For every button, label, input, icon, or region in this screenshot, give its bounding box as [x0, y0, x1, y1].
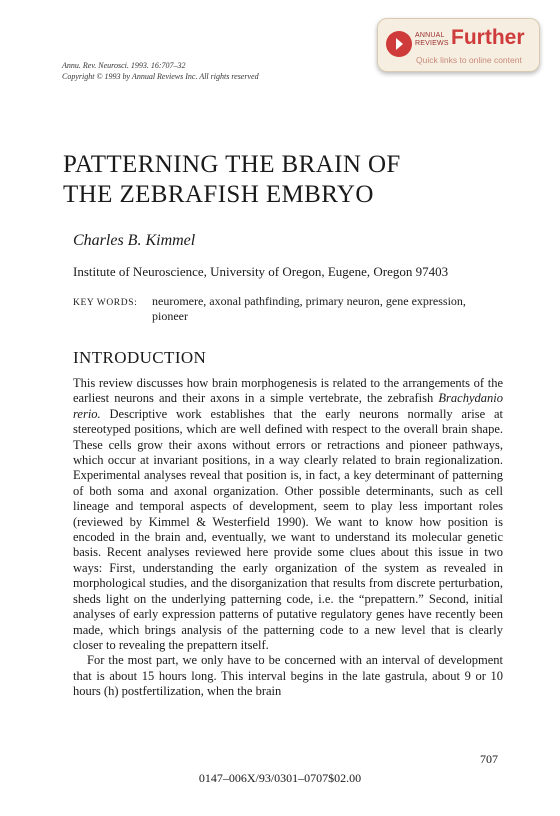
keywords-list: neuromere, axonal pathfinding, primary neuron, gene expression, pioneer [152, 294, 466, 323]
section-heading: INTRODUCTION [73, 348, 207, 367]
paragraph: For the most part, we only have to be concerned with an interval of development that is about 15 hours long. This interval begins in the late gastrula, about 9 or 10 hours (h) postfertilization, when the brain [73, 653, 503, 699]
species-name: Brachydanio rerio. [73, 391, 503, 421]
copyright-line: Copyright © 1993 by Annual Reviews Inc. All rights reserved [62, 72, 259, 81]
banner-brand: ANNUAL REVIEWS [415, 32, 449, 47]
banner-subtitle: Quick links to online content [416, 55, 522, 65]
title-line-2: THE ZEBRAFISH EMBRYO [63, 181, 374, 208]
paragraph: This review discusses how brain morphogenesis is related to the arrangements of the earliest neurons and their axons in a simple vertebrate, the zebrafish Brachydanio rerio. Descriptive work establishes that the early neurons normally arise at stereotyped positions, which are well defined with respect to the overall brain shape. These cells grow their axons without errors or retractions and pioneer pathways, which occur at invariant positions, in a way clearly related to brain regionalization. Experimental analyses reveal that position is, in fact, a key determinant of patterning of both soma and axonal organization. Other possible determinants, such as cell lineage and temporal aspects of development, seem to play less important roles (reviewed by Kimmel & Westerfield 1990). We want to know how position is encoded in the brain and, eventually, we want to understand its molecular genetic basis. Recent analyses reviewed here provide some clues about this issue in two ways: First, understanding the early organization of the system as revealed in morphological studies, and the disorganization that results from discrete perturbation, sheds light on the underlying patterning code, i.e. the “prepattern.” Second, initial analyses of early expression patterns of putative regulatory genes have recently been made, which brings analysis of the patterning code to a new level that is clearly closer to revealing the prepattern itself. [73, 376, 503, 652]
article-title [63, 150, 503, 210]
author-name: Charles B. Kimmel [73, 232, 196, 249]
body-text [73, 376, 503, 700]
title-line-1: PATTERNING THE BRAIN OF [63, 151, 401, 178]
page-number: 707 [480, 752, 498, 766]
annual-reviews-further-banner[interactable] [377, 18, 540, 72]
journal-citation [62, 60, 259, 82]
price-code: 0147–006X/93/0301–0707$02.00 [198, 771, 362, 785]
author-affiliation: Institute of Neuroscience, University of Oregon, Eugene, Oregon 97403 [73, 264, 449, 279]
keywords-label: KEY WORDS: [73, 298, 138, 308]
banner-further-label: Further [451, 26, 525, 49]
play-icon [386, 31, 412, 57]
citation-line: Annu. Rev. Neurosci. 1993. 16:707–32 [62, 61, 186, 70]
